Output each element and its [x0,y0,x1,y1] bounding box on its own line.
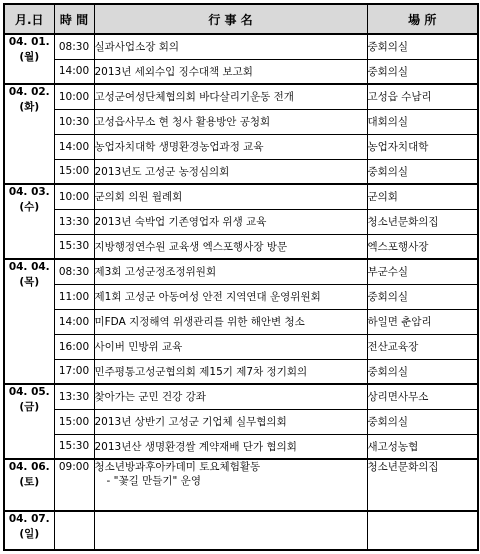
event-place: 중회의실 [367,34,478,59]
event-time: 14:00 [54,309,94,334]
event-place: 엑스포행사장 [367,234,478,259]
event-title: 농업자치대학 생명환경농업과정 교육 [94,134,367,159]
event-time: 15:00 [54,159,94,184]
table-row [4,334,478,359]
header-time: 時 間 [54,4,94,34]
day-date: 04. 03. [8,186,50,198]
header-place: 場 所 [367,4,478,34]
table-row [4,259,478,284]
event-time: 14:00 [54,59,94,84]
event-time [54,511,94,550]
event-title: 2013년 상반기 고성군 기업체 실무협의회 [94,409,367,434]
event-time: 17:00 [54,359,94,384]
event-place: 중회의실 [367,159,478,184]
table-row [4,134,478,159]
table-row [4,511,478,550]
day-weekday: (금) [19,401,40,413]
table-row [4,184,478,209]
day-date: 04. 06. [8,461,50,473]
event-place: 중회의실 [367,359,478,384]
event-title: 군의회 의원 월례회 [94,184,367,209]
day-cell-0404 [4,259,54,384]
table-row [4,309,478,334]
event-title: 고성군여성단체협의회 바다살리기운동 전개 [94,84,367,109]
event-place: 중회의실 [367,59,478,84]
table-row [4,459,478,511]
event-place: 농업자치대학 [367,134,478,159]
day-cell-0403 [4,184,54,259]
event-time: 13:30 [54,384,94,409]
event-place: 중회의실 [367,409,478,434]
day-weekday: (목) [19,276,40,288]
event-time: 10:00 [54,184,94,209]
table-row [4,409,478,434]
header-event: 行 事 名 [94,4,367,34]
event-time: 16:00 [54,334,94,359]
event-place: 대회의실 [367,109,478,134]
day-date: 04. 04. [8,261,50,273]
day-weekday: (일) [19,528,40,540]
table-row [4,209,478,234]
event-time: 11:00 [54,284,94,309]
day-cell-0406 [4,459,54,511]
event-place: 중회의실 [367,284,478,309]
event-time: 10:00 [54,84,94,109]
event-title-cell [94,459,367,511]
event-time: 15:00 [54,409,94,434]
event-time: 13:30 [54,209,94,234]
event-title: 찾아가는 군민 건강 강좌 [94,384,367,409]
event-title: 민주평통고성군협의회 제15기 제7차 정기회의 [94,359,367,384]
event-title: 제3회 고성군정조정위원회 [94,259,367,284]
day-date: 04. 02. [8,86,50,98]
day-date: 04. 01. [8,36,50,48]
event-title: 2013년도 고성군 농정심의회 [94,159,367,184]
table-row [4,284,478,309]
event-title: 2013년산 생명환경쌀 계약재배 단가 협의회 [94,434,367,459]
table-row [4,109,478,134]
event-place: 청소년문화의집 [367,459,478,511]
event-title: 청소년방과후아카데미 토요체험활동 [94,461,261,473]
event-title: 제1회 고성군 아동여성 안전 지역연대 운영위원회 [94,284,367,309]
event-title: 고성읍사무소 현 청사 활용방안 공청회 [94,109,367,134]
event-title: 2013년 숙박업 기존영업자 위생 교육 [94,209,367,234]
table-row [4,384,478,409]
event-time: 08:30 [54,259,94,284]
event-time: 10:30 [54,109,94,134]
event-title: 사이버 민방위 교육 [94,334,367,359]
event-place [367,511,478,550]
table-row [4,159,478,184]
event-place: 전산교육장 [367,334,478,359]
day-weekday: (화) [19,101,40,113]
event-place: 상리면사무소 [367,384,478,409]
event-title [94,511,367,550]
event-place: 청소년문화의집 [367,209,478,234]
event-place: 군의회 [367,184,478,209]
day-date: 04. 05. [8,386,50,398]
event-title: 실과사업소장 회의 [94,34,367,59]
event-time: 09:00 [54,459,94,511]
event-title: 지방행정연수원 교육생 엑스포행사장 방문 [94,234,367,259]
table-row [4,59,478,84]
table-row [4,359,478,384]
day-cell-0405 [4,384,54,459]
table-row [4,434,478,459]
event-title: 2013년 세외수입 징수대책 보고회 [94,59,367,84]
event-title: 미FDA 지정해역 위생관리를 위한 해안변 청소 [94,309,367,334]
event-time: 08:30 [54,34,94,59]
event-place: 고성읍 수남리 [367,84,478,109]
day-date: 04. 07. [8,513,50,525]
table-row [4,34,478,59]
day-cell-0407 [4,511,54,550]
table-row [4,234,478,259]
header-row [4,4,478,34]
schedule-sheet [3,3,477,551]
event-time: 15:30 [54,434,94,459]
event-time: 14:00 [54,134,94,159]
event-place: 부군수실 [367,259,478,284]
day-cell-0402 [4,84,54,184]
day-weekday: (토) [19,476,40,488]
event-place: 새고성농협 [367,434,478,459]
schedule-table [3,3,479,551]
event-place: 하일면 춘암리 [367,309,478,334]
day-weekday: (월) [19,51,40,63]
day-cell-0401 [4,34,54,84]
header-date: 月.日 [4,4,54,34]
event-subtitle: - "꽃길 만들기" 운영 [106,475,201,487]
table-row [4,84,478,109]
event-time: 15:30 [54,234,94,259]
day-weekday: (수) [19,201,40,213]
